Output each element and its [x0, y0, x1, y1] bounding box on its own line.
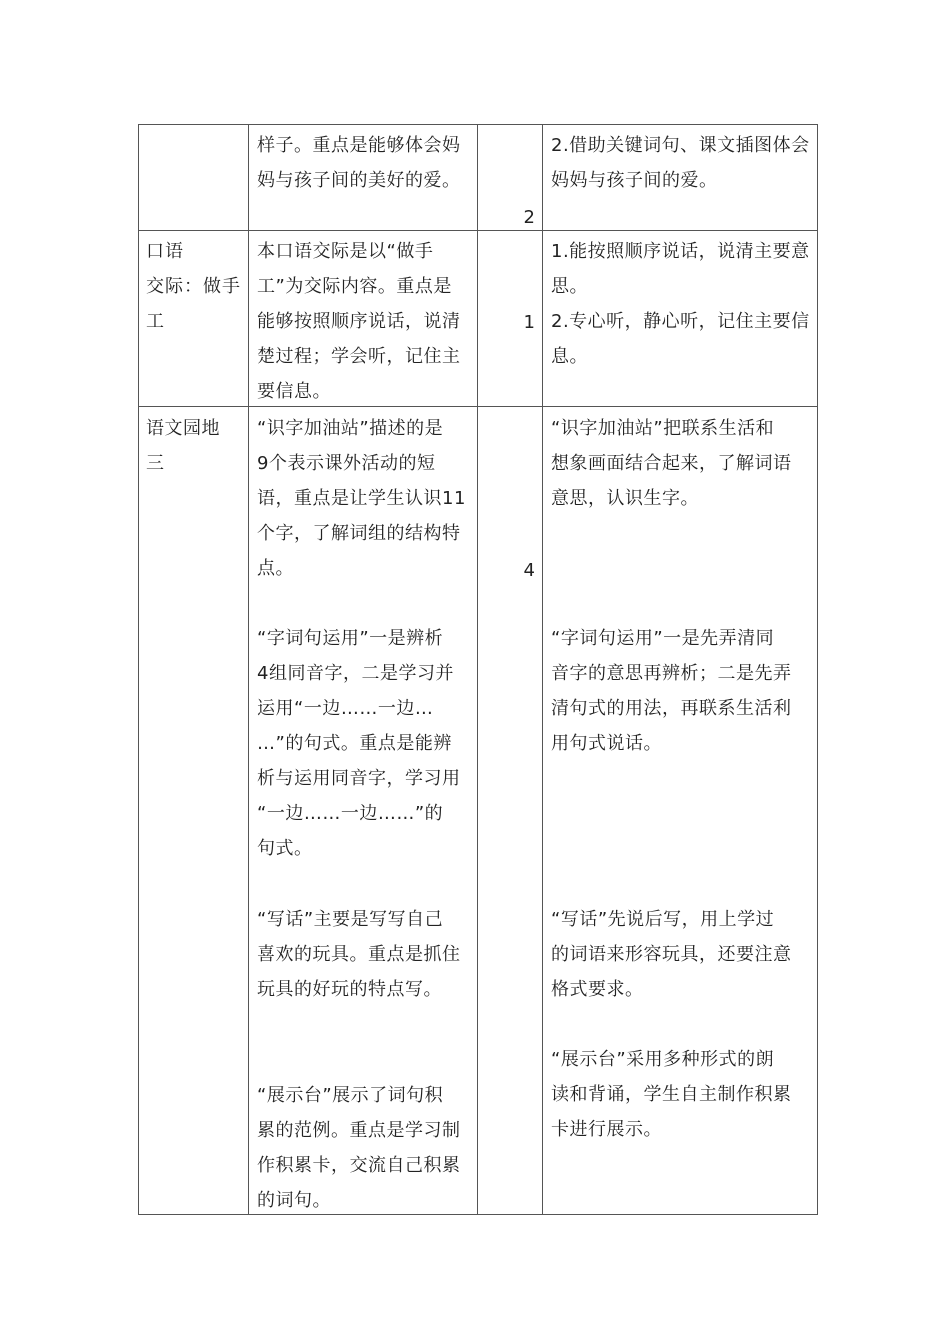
row3-content-writing: “写话”主要是写写自己 喜欢的玩具。重点是抓住 玩具的好玩的特点写。 — [257, 909, 461, 1000]
row1-hours: 2 — [523, 207, 535, 228]
row3-topic: 语文园地 三 — [146, 418, 220, 474]
row2-hours: 1 — [523, 312, 535, 333]
row2-topic: 口语 交际：做手 工 — [146, 241, 241, 332]
row3-content-literacy: “识字加油站”描述的是 9个表示课外活动的短 语，重点是让学生认识11 个字，了解词组的结构特 点。 — [257, 418, 466, 579]
row3-hours: 4 — [523, 560, 535, 581]
row2-content: 本口语交际是以“做手 工”为交际内容。重点是 能够按照顺序说话，说清 楚过程；学会听，记住主 要信息。 — [257, 241, 461, 402]
row3-goals-literacy: “识字加油站”把联系生活和 想象画面结合起来，了解词语 意思，认识生字。 — [551, 418, 792, 509]
row3-content-word-use: “字词句运用”一是辨析 4组同音字，二是学习并 运用“一边……一边… …”的句式。重点是能辨 析与运用同音字，学习用 “一边……一边……”的 句式。 — [257, 628, 461, 859]
row1-goals: 2.借助关键词句、课文插图体会 妈妈与孩子间的爱。 — [551, 135, 810, 191]
row3-content-showcase: “展示台”展示了词句积 累的范例。重点是学习制 作积累卡，交流自己积累 的词句。 — [257, 1085, 461, 1211]
row2-goals: 1.能按照顺序说话，说清主要意 思。 2.专心听，静心听，记住主要信 息。 — [551, 241, 810, 367]
row3-goals-writing: “写话”先说后写，用上学过 的词语来形容玩具，还要注意 格式要求。 — [551, 909, 792, 1000]
row3-goals-word-use: “字词句运用”一是先弄清同 音字的意思再辨析；二是先弄 清句式的用法，再联系生活利 用句式说话。 — [551, 628, 792, 754]
row1-content: 样子。重点是能够体会妈 妈与孩子间的美好的爱。 — [257, 135, 461, 191]
row3-goals-showcase: “展示台”采用多种形式的朗 读和背诵，学生自主制作积累 卡进行展示。 — [551, 1049, 792, 1140]
